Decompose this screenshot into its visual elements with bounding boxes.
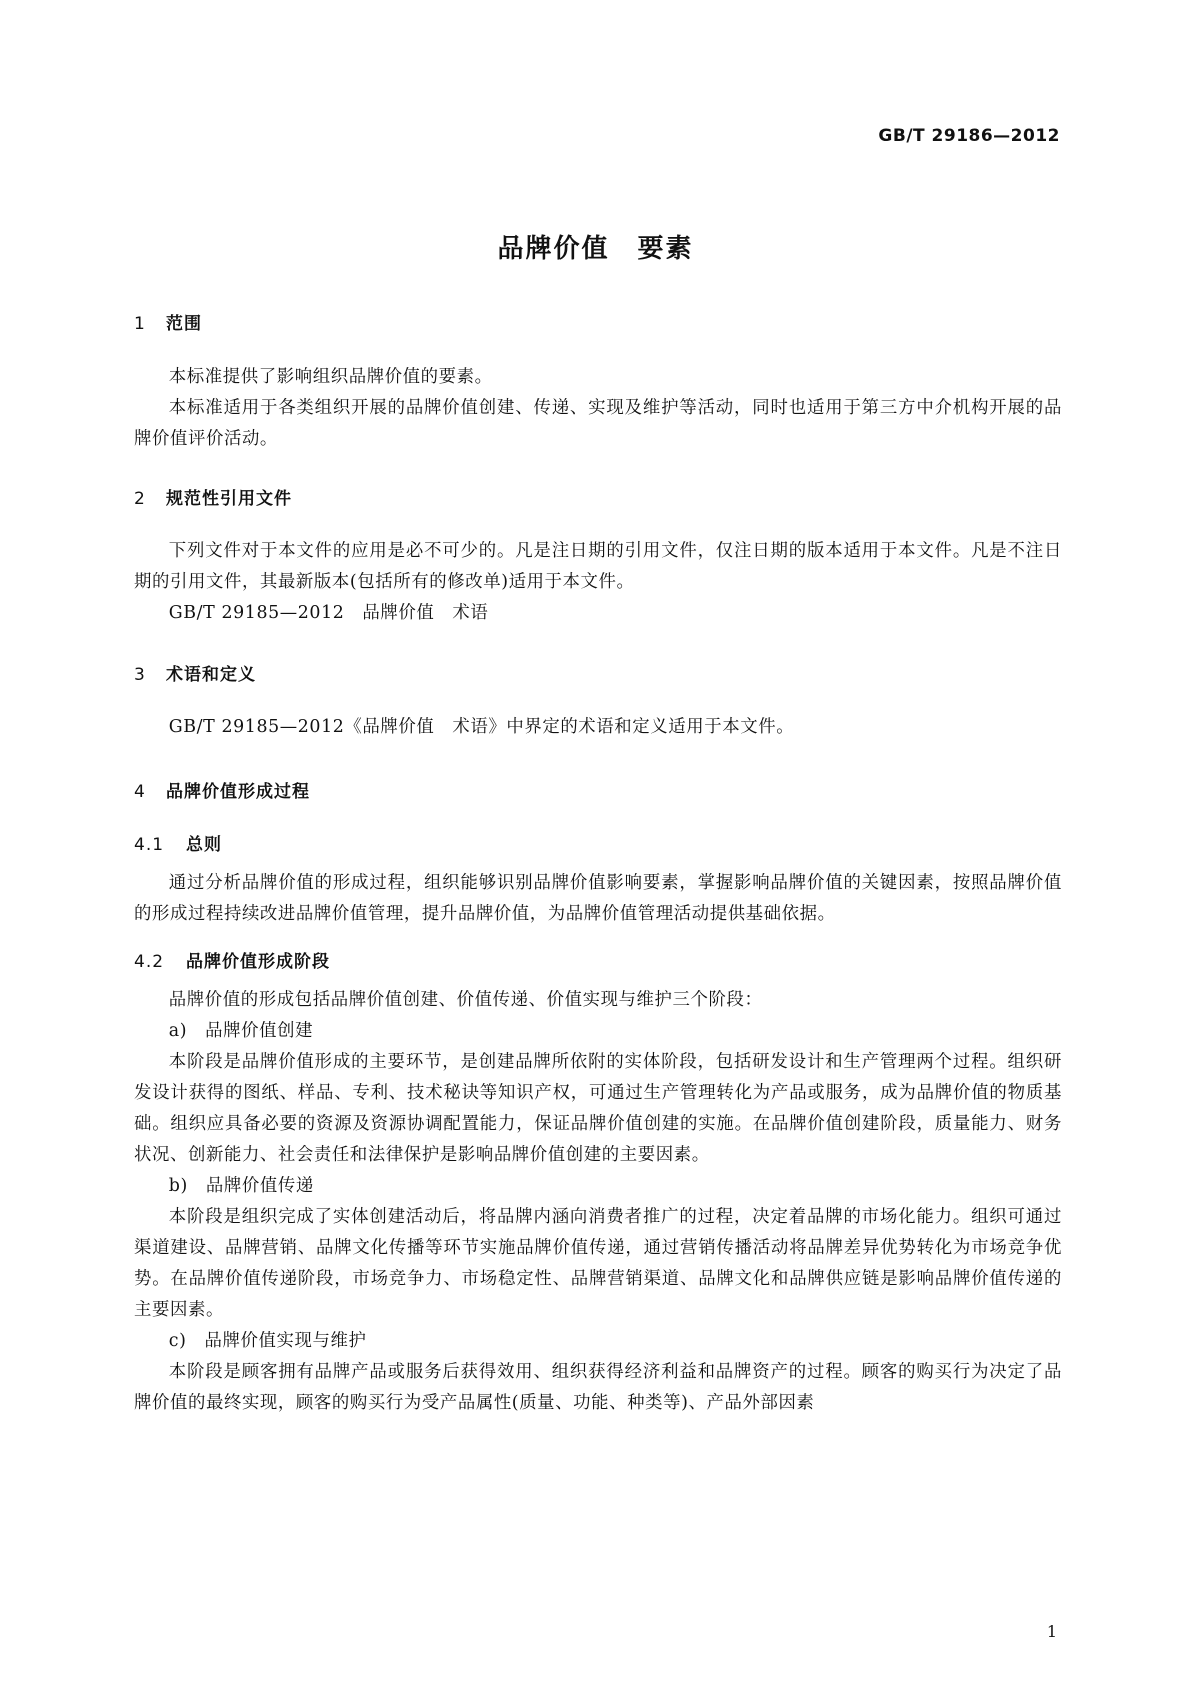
section-3-heading xyxy=(134,660,256,685)
paragraph: 通过分析品牌价值的形成过程，组织能够识别品牌价值影响要素，掌握影响品牌价值的关键因素，按照品牌价值的形成过程持续改进品牌价值管理，提升品牌价值，为品牌价值管理活动提供基础依据。 xyxy=(134,873,1062,924)
section-title: 范围 xyxy=(166,314,202,334)
paragraph: 本标准提供了影响组织品牌价值的要素。 xyxy=(168,367,493,387)
section-title: 品牌价值形成阶段 xyxy=(186,952,330,972)
section-number: 4 xyxy=(134,782,146,802)
section-4-1-body xyxy=(134,868,1062,930)
section-4-2-body xyxy=(134,985,1062,1419)
standard-code: GB/T 29186—2012 xyxy=(878,126,1060,146)
section-title: 术语和定义 xyxy=(166,665,256,685)
paragraph: 本阶段是顾客拥有品牌产品或服务后获得效用、组织获得经济利益和品牌资产的过程。顾客的购买行为决定了品牌价值的最终实现，顾客的购买行为受产品属性(质量、功能、种类等)、产品外部因素 xyxy=(134,1362,1062,1413)
section-4-2-heading xyxy=(134,947,330,972)
section-number: 2 xyxy=(134,489,146,509)
section-title: 品牌价值形成过程 xyxy=(166,782,310,802)
page-number: 1 xyxy=(1046,1622,1057,1641)
section-title: 总则 xyxy=(186,835,222,855)
normative-reference: GB/T 29185—2012 品牌价值 术语 xyxy=(168,603,489,623)
section-1-heading xyxy=(134,309,202,334)
section-4-1-heading xyxy=(134,830,222,855)
list-item-label: b) 品牌价值传递 xyxy=(168,1176,314,1196)
section-2-body xyxy=(134,536,1062,629)
section-3-body xyxy=(134,712,1062,743)
section-number: 4.1 xyxy=(134,835,165,855)
section-1-body xyxy=(134,362,1062,455)
list-item-label: a) 品牌价值创建 xyxy=(168,1021,314,1041)
paragraph: 本标准适用于各类组织开展的品牌价值创建、传递、实现及维护等活动，同时也适用于第三方中介机构开展的品牌价值评价活动。 xyxy=(134,398,1062,449)
section-4-heading xyxy=(134,777,310,802)
section-number: 4.2 xyxy=(134,952,165,972)
paragraph: GB/T 29185—2012《品牌价值 术语》中界定的术语和定义适用于本文件。 xyxy=(168,717,795,737)
section-title: 规范性引用文件 xyxy=(166,489,292,509)
section-number: 3 xyxy=(134,665,146,685)
paragraph: 本阶段是组织完成了实体创建活动后，将品牌内涵向消费者推广的过程，决定着品牌的市场化能力。组织可通过渠道建设、品牌营销、品牌文化传播等环节实施品牌价值传递，通过营销传播活动将品牌差异优势转化为市场竞争优势。在品牌价值传递阶段，市场竞争力、市场稳定性、品牌营销渠道、品牌文化和品牌供应链是影响品牌价值传递的主要因素。 xyxy=(134,1207,1062,1320)
paragraph: 下列文件对于本文件的应用是必不可少的。凡是注日期的引用文件，仅注日期的版本适用于本文件。凡是不注日期的引用文件，其最新版本(包括所有的修改单)适用于本文件。 xyxy=(134,541,1062,592)
section-2-heading xyxy=(134,484,292,509)
paragraph: 本阶段是品牌价值形成的主要环节，是创建品牌所依附的实体阶段，包括研发设计和生产管理两个过程。组织研发设计获得的图纸、样品、专利、技术秘诀等知识产权，可通过生产管理转化为产品或服务，成为品牌价值的物质基础。组织应具备必要的资源及资源协调配置能力，保证品牌价值创建的实施。在品牌价值创建阶段，质量能力、财务状况、创新能力、社会责任和法律保护是影响品牌价值创建的主要因素。 xyxy=(134,1052,1062,1165)
document-title: 品牌价值 要素 xyxy=(497,234,694,264)
paragraph: 品牌价值的形成包括品牌价值创建、价值传递、价值实现与维护三个阶段： xyxy=(168,990,763,1010)
section-number: 1 xyxy=(134,314,146,334)
list-item-label: c) 品牌价值实现与维护 xyxy=(168,1331,367,1351)
